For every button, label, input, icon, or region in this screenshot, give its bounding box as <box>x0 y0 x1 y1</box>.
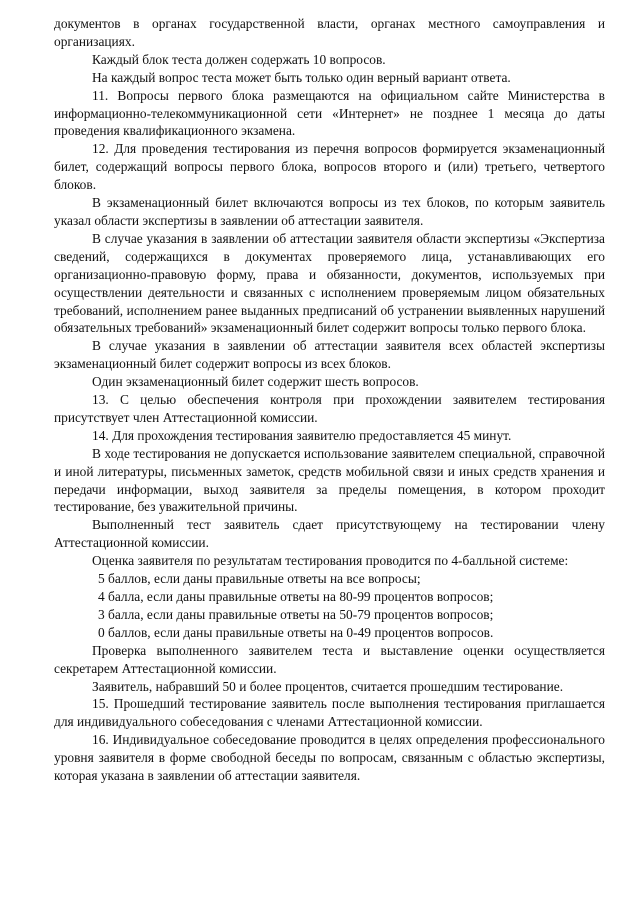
score-line-5: 5 баллов, если даны правильные ответы на все вопросы; <box>98 571 421 587</box>
paragraph-item-14: 14. Для прохождения тестирования заявителю предоставляется 45 минут. <box>92 427 512 443</box>
paragraph-expertise-area: В случае указания в заявлении об аттестации заявителя области экспертизы «Экспертиза сведений, содержащихся в документах проверяемого лица, устанавливающих его организационно-правовую форму, права и обязанности, документов, используемых при осуществлении деятельности и связанных с исполнением проверяемым лицом обязательных требований, исполнением ранее выданных предписаний об устранении выявленных нарушений обязательных требований» экзаменационный билет содержит вопросы только первого блока. <box>54 230 605 336</box>
paragraph-passed: Заявитель, набравший 50 и более процентов, считается прошедшим тестирование. <box>92 678 564 694</box>
paragraph-prohibitions: В ходе тестирования не допускается использование заявителем специальной, справочной и иной литературы, письменных заметок, средств мобильной связи и иных средств хранения и передачи информации, выход заявителя за пределы помещения, в котором проходит тестирование, без уважительной причины. <box>54 445 605 515</box>
paragraph-one-answer: На каждый вопрос теста может быть только один верный вариант ответа. <box>92 69 511 85</box>
score-line-4: 4 балла, если даны правильные ответы на 80-99 процентов вопросов; <box>98 589 494 604</box>
paragraph-item-13: 13. С целью обеспечения контроля при прохождении заявителем тестирования присутствует член Аттестационной комиссии. <box>54 392 605 425</box>
paragraph-item-16: 16. Индивидуальное собеседование проводится в целях определения профессионального уровня заявителя в форме свободной беседы по вопросам, связанным с областью экспертизы, которая указана в заявлении об аттестации заявителя. <box>54 732 605 784</box>
paragraph-item-11: 11. Вопросы первого блока размещаются на официальном сайте Министерства в информационно-телекоммуникационной сети «Интернет» не позднее 1 месяца до даты проведения квалификационного экзамена. <box>54 87 605 139</box>
paragraph-block-size: Каждый блок теста должен содержать 10 вопросов. <box>92 51 386 67</box>
score-line-3: 3 балла, если даны правильные ответы на 50-79 процентов вопросов; <box>98 606 494 622</box>
paragraph-item-15: 15. Прошедший тестирование заявитель после выполнения тестирования приглашается для индивидуального собеседования с членами Аттестационной комиссии. <box>54 696 605 730</box>
paragraph-grading-system: Оценка заявителя по результатам тестирования проводится по 4-балльной системе: <box>92 553 569 569</box>
paragraph-ticket-blocks: В экзаменационный билет включаются вопросы из тех блоков, по которым заявитель указал области экспертизы в заявлении об аттестации заявителя. <box>54 195 605 228</box>
paragraph-submit-test: Выполненный тест заявитель сдает присутствующему на тестировании члену Аттестационной комиссии. <box>54 517 605 551</box>
document-page <box>54 15 605 785</box>
score-line-0: 0 баллов, если даны правильные ответы на 0-49 процентов вопросов. <box>98 624 494 640</box>
paragraph-six-questions: Один экзаменационный билет содержит шесть вопросов. <box>92 374 419 390</box>
paragraph-all-areas: В случае указания в заявлении об аттестации заявителя всех областей экспертизы экзаменационный билет содержит вопросы из всех блоков. <box>54 338 605 372</box>
paragraph-item-12: 12. Для проведения тестирования из перечня вопросов формируется экзаменационный билет, содержащий вопросы первого блока, вопросов второго и (или) третьего, четвертого блоков. <box>54 141 605 193</box>
paragraph-continuation: документов в органах государственной власти, органах местного самоуправления и организациях. <box>54 16 605 49</box>
paragraph-checking: Проверка выполненного заявителем теста и выставление оценки осуществляется секретарем Аттестационной комиссии. <box>54 642 605 676</box>
